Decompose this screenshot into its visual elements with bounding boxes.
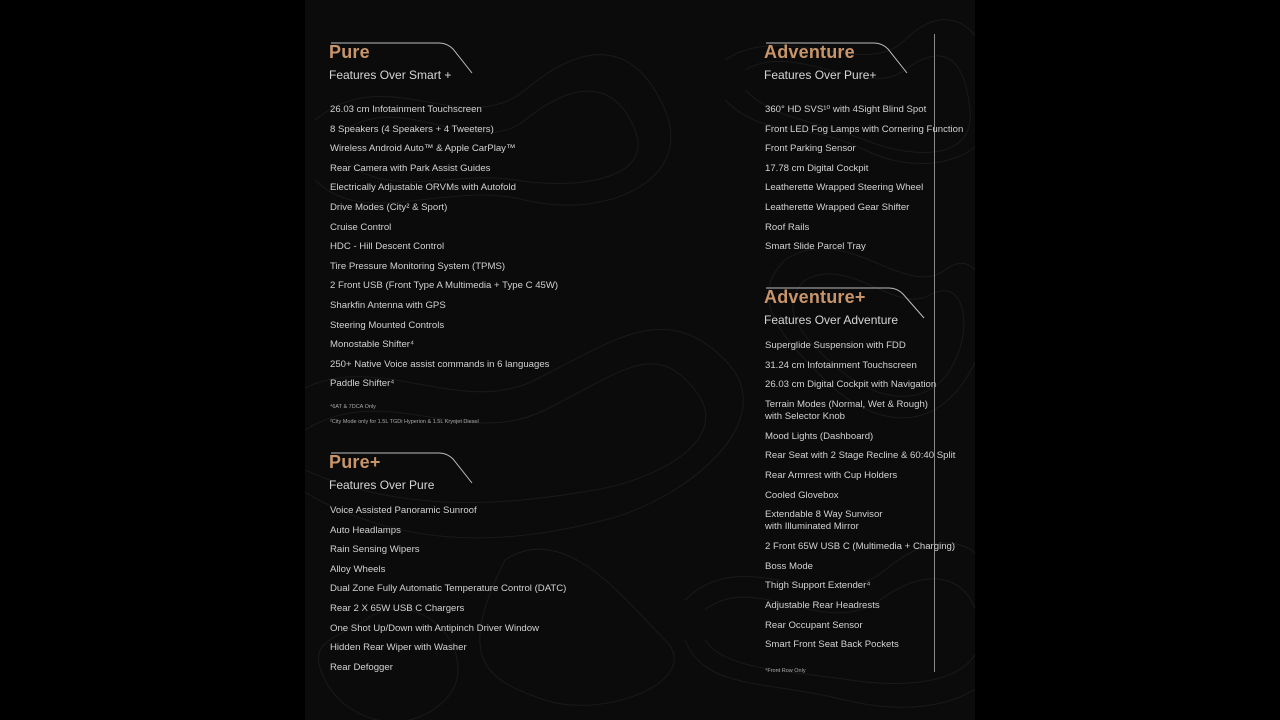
footnotes bbox=[330, 404, 479, 434]
list-item: Adjustable Rear Headrests bbox=[765, 599, 880, 611]
list-item: Sharkfin Antenna with GPS bbox=[330, 299, 446, 311]
list-item: Thigh Support Extender⁴ bbox=[765, 580, 871, 592]
section-title: Pure+ bbox=[329, 452, 381, 472]
list-item: Rain Sensing Wipers bbox=[330, 544, 420, 556]
list-item: Smart Slide Parcel Tray bbox=[765, 241, 866, 253]
list-item: Paddle Shifter⁴ bbox=[330, 378, 395, 390]
list-item: Terrain Modes (Normal, Wet & Rough) with Selector Knob bbox=[765, 398, 928, 422]
list-item: Steering Mounted Controls bbox=[330, 319, 445, 331]
footnotes bbox=[765, 668, 806, 683]
list-item: Rear Armrest with Cup Holders bbox=[765, 469, 898, 481]
list-item: Tire Pressure Monitoring System (TPMS) bbox=[330, 260, 506, 272]
section-title: Adventure bbox=[764, 42, 855, 62]
list-item: 2 Front 65W USB C (Multimedia + Charging) bbox=[765, 541, 956, 553]
list-item: Alloy Wheels bbox=[330, 563, 386, 575]
list-item: Rear 2 X 65W USB C Chargers bbox=[330, 602, 465, 614]
list-item: Extendable 8 Way Sunvisor with Illuminated Mirror bbox=[765, 509, 883, 533]
list-item: Dual Zone Fully Automatic Temperature Control (DATC) bbox=[330, 583, 567, 595]
list-item: 250+ Native Voice assist commands in 6 languages bbox=[330, 358, 550, 370]
list-item: Rear Defogger bbox=[330, 661, 393, 673]
list-item: 26.03 cm Digital Cockpit with Navigation bbox=[765, 379, 937, 391]
list-item: Rear Seat with 2 Stage Recline & 60:40 Split bbox=[765, 450, 956, 462]
list-item: Leatherette Wrapped Steering Wheel bbox=[765, 182, 924, 194]
list-item: One Shot Up/Down with Antipinch Driver Window bbox=[330, 622, 540, 634]
list-item: Voice Assisted Panoramic Sunroof bbox=[330, 505, 477, 516]
feature-brochure-panel bbox=[305, 0, 975, 720]
list-item: Roof Rails bbox=[765, 221, 810, 233]
footnote: ²City Mode only for 1.5L TGDi Hyperion & 1.5L Kryojet Diesel bbox=[330, 419, 479, 425]
footnote: ⁴Front Row Only bbox=[765, 668, 806, 674]
section-subtitle: Features Over Adventure bbox=[764, 313, 899, 327]
list-item: Drive Modes (City² & Sport) bbox=[330, 201, 448, 213]
section-subtitle: Features Over Smart + bbox=[329, 68, 452, 82]
list-item: Front Parking Sensor bbox=[765, 143, 856, 155]
list-item: Superglide Suspension with FDD bbox=[765, 340, 906, 351]
list-item: 31.24 cm Infotainment Touchscreen bbox=[765, 359, 917, 371]
list-item: Monostable Shifter⁴ bbox=[330, 339, 415, 351]
list-item: Cruise Control bbox=[330, 221, 392, 233]
list-item: Cooled Glovebox bbox=[765, 489, 839, 501]
list-item: 26.03 cm Infotainment Touchscreen bbox=[330, 104, 482, 115]
feature-list bbox=[330, 104, 558, 398]
list-item: Auto Headlamps bbox=[330, 524, 401, 536]
feature-list bbox=[765, 104, 963, 261]
section-subtitle: Features Over Pure bbox=[329, 478, 435, 492]
list-item: Rear Camera with Park Assist Guides bbox=[330, 162, 491, 174]
list-item: Rear Occupant Sensor bbox=[765, 619, 863, 631]
list-item: Front LED Fog Lamps with Cornering Function bbox=[765, 123, 964, 135]
list-item: Hidden Rear Wiper with Washer bbox=[330, 642, 467, 654]
list-item: 17.78 cm Digital Cockpit bbox=[765, 162, 869, 174]
list-item: Boss Mode bbox=[765, 560, 813, 572]
list-item: HDC - Hill Descent Control bbox=[330, 241, 445, 253]
section-subtitle: Features Over Pure+ bbox=[764, 68, 877, 82]
list-item: Mood Lights (Dashboard) bbox=[765, 430, 874, 442]
feature-list bbox=[330, 505, 566, 681]
section-title: Pure bbox=[329, 42, 370, 62]
feature-list bbox=[765, 340, 955, 659]
list-item: 2 Front USB (Front Type A Multimedia + Type C 45W) bbox=[330, 280, 559, 292]
list-item: Leatherette Wrapped Gear Shifter bbox=[765, 201, 910, 213]
list-item: 360° HD SVS¹⁰ with 4Sight Blind Spot bbox=[765, 104, 927, 115]
section-title: Adventure+ bbox=[764, 287, 866, 307]
list-item: Wireless Android Auto™ & Apple CarPlay™ bbox=[330, 143, 516, 155]
footnote: ⁴6AT & 7DCA Only bbox=[330, 404, 376, 410]
list-item: Electrically Adjustable ORVMs with Autofold bbox=[330, 182, 516, 194]
list-item: 8 Speakers (4 Speakers + 4 Tweeters) bbox=[330, 123, 494, 135]
list-item: Smart Front Seat Back Pockets bbox=[765, 639, 899, 651]
